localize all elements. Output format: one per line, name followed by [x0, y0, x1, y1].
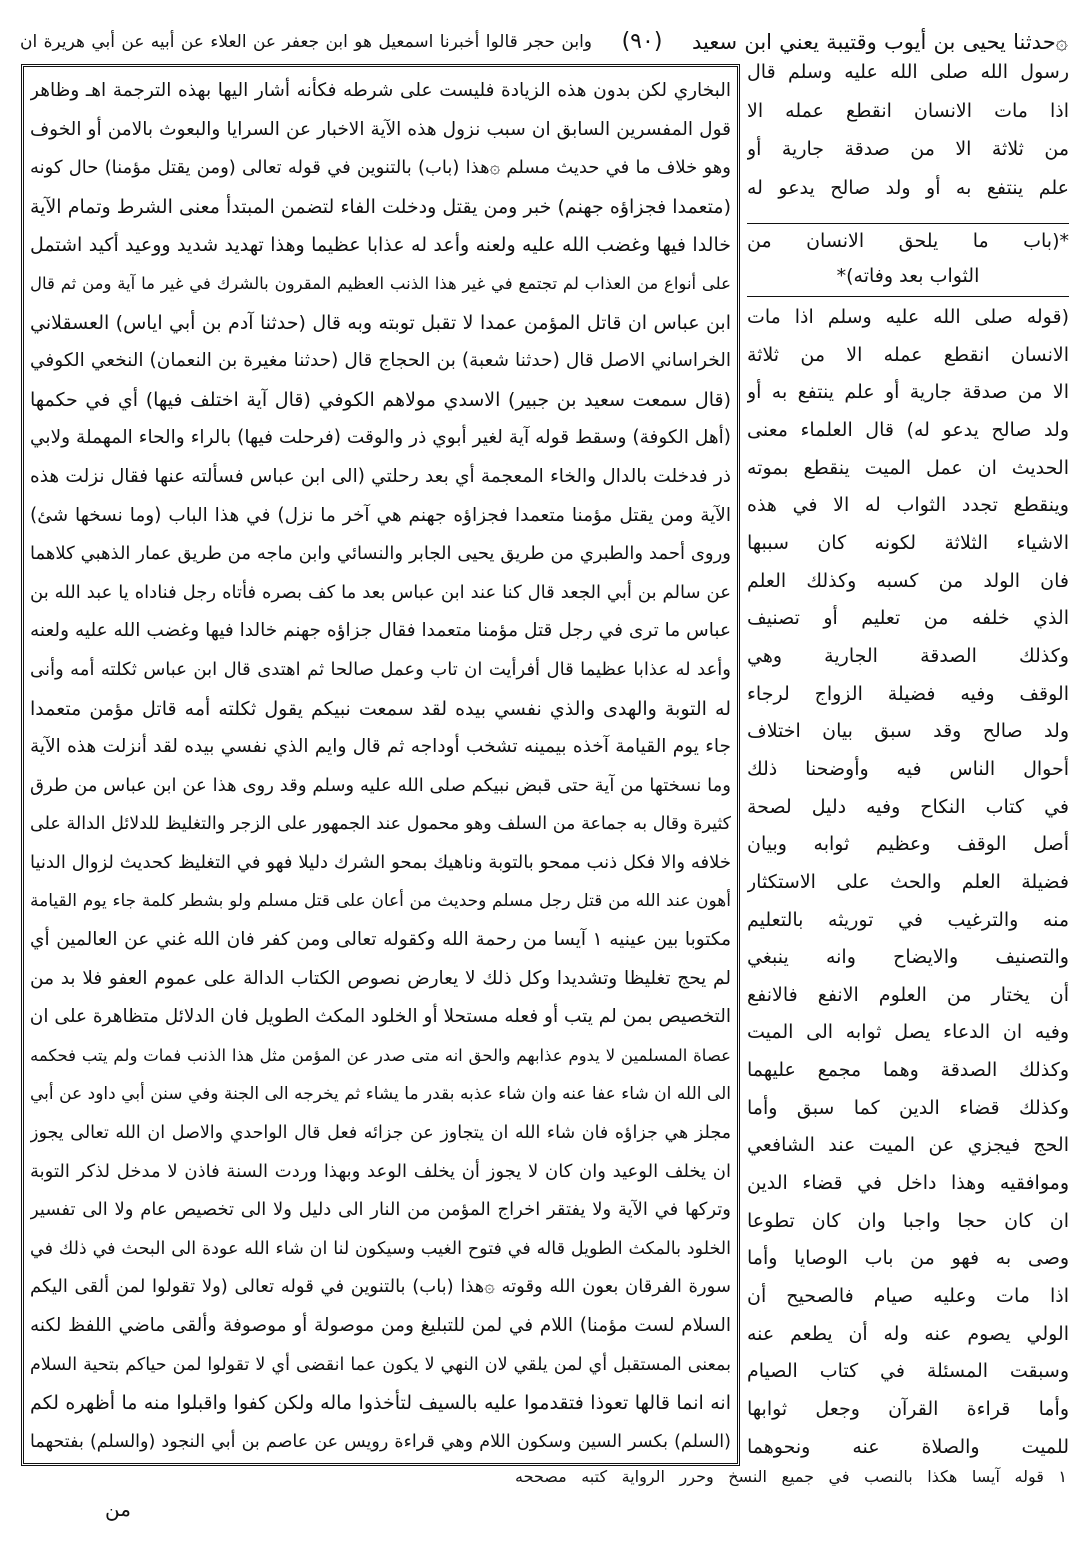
main-text-line: ذر فدخلت بالدال والخاء المعجمة أي بعد رحلتي (الى ابن عباس فسألته عنها فقال نزلت هذه	[30, 465, 731, 487]
main-text-line: (السلم) بكسر السين وسكون اللام وهي قراءة رويس عن عاصم بن أبي النجود (والسلم) بفتحهما	[30, 1431, 731, 1452]
commentary-line: وأما قراءة القرآن وجعل ثوابها	[747, 1398, 1069, 1421]
main-text-line: جاء يوم القيامة آخذه بيمينه تشخب أوداجه ثم قال وايم الذي نفسي بيده لقد أنزلت هذه الآية	[30, 736, 731, 758]
margin-commentary	[747, 299, 1069, 1466]
commentary-line: وموافقيه وهذا داخل في قضاء الدين	[747, 1172, 1069, 1195]
commentary-line: وينقطع تجدد الثواب له الا في هذه	[747, 494, 1069, 517]
margin-hadith-line: علم ينتفع به أو ولد صالح يدعو له	[747, 177, 1069, 200]
main-text-line: عصاة المسلمين لا يدوم عذابهم والحق انه متى صدر عن المؤمن مثل هذا الذنب فمات ولم يتب فحكمه	[30, 1045, 731, 1065]
footnote: ١ قوله آيسا هكذا بالنصب في جميع النسخ وحرر الرواية كتبه مصححه	[515, 1467, 1067, 1486]
commentary-line: الولي يصوم عنه وله أن يطعم عنه	[747, 1322, 1069, 1345]
main-text-line: قول المفسرين السابق ان سبب نزول هذه الآية الاخبار عن السرايا والبعوث بالامن أو الخوف	[30, 118, 731, 140]
commentary-line: الحج فيجزي عن الميت عند الشافعي	[747, 1134, 1069, 1157]
header-left-text: وابن حجر قالوا أخبرنا اسمعيل هو ابن جعفر عن العلاء عن أبيه عن أبي هريرة ان	[20, 32, 592, 52]
chapter-title-line: الثواب بعد وفاته)*	[836, 265, 980, 287]
chapter-title-line: *(باب ما يلحق الانسان من	[747, 230, 1069, 252]
commentary-line: الانسان انقطع عمله الا من ثلاثة	[747, 343, 1069, 366]
commentary-line: وفيه ان الدعاء يصل ثوابه الى الميت	[747, 1021, 1069, 1044]
main-text-line: الخلود بالمكث الطويل قاله في فتوح الغيب وسيكون لنا ان شاء الله عودة الى البحث في ذلك في	[30, 1238, 731, 1259]
main-text-line: البخاري لكن بدون هذه الزيادة فليست على شرطه فكأنه أشار اليها بهذه الترجمة اهـ وظاهر	[30, 80, 731, 101]
commentary-line: الاشياء الثلاثة لكونه كان سببها	[747, 531, 1069, 554]
margin-hadith-line: من ثلاثة الا من صدقة جارية أو	[747, 138, 1069, 161]
margin-hadith-text	[747, 53, 1069, 208]
commentary-line: وسبقت المسئلة في كتاب الصيام	[747, 1360, 1069, 1383]
main-text-line: وما نسختها من آية حتى قبض نبيكم صلى الله عليه وسلم وقد روى هذا عن ابن عباس من طرق	[30, 774, 731, 796]
commentary-line: ولد صالح وقد سبق بيان اختلاف	[747, 720, 1069, 743]
main-text-line: انه انما قالها تعوذا فتقدموا عليه بالسيف لتأخذوا ماله ولكن كفوا واقبلوا منه ما أظهره لكم	[30, 1392, 731, 1415]
commentary-line: والتصنيف والايضاح وانه ينبغي	[747, 946, 1069, 969]
commentary-line: أحوال الناس فيه وأوضحنا ذلك	[747, 757, 1069, 780]
main-text-line: مكتوبا بين عينيه ١ آيسا من رحمة الله وكقوله تعالى ومن كفر فان الله غني عن العالمين أي	[30, 929, 731, 951]
commentary-line: في كتاب النكاح وفيه دليل لصحة	[747, 795, 1069, 818]
main-commentary-box	[21, 64, 740, 1466]
main-text-line: السلام لست مؤمنا) اللام في لمن للتبليغ ومن موصولة أو موصوفة وألقى ماضي اللفظ لكنه	[30, 1315, 731, 1336]
commentary-line: الا من صدقة جارية أو علم ينتفع به أو	[747, 381, 1069, 404]
main-text-line: خلافه والا فكل ذنب ممحو بالتوبة وناهيك بمحو الشرك دليلا فهو في التغليظ كحديث لزوال الدنيا	[30, 851, 731, 873]
main-text-line: أهون عند الله من قتل رجل مسلم وحديث من أعان على قتل مسلم ولو بشطر كلمة جاء يوم القيامة	[30, 891, 731, 912]
main-text-line: (قال سمعت سعيد بن جبير) الاسدي مولاهم الكوفي (قال آية اختلف فيها) أي في حكمها	[30, 388, 731, 411]
main-text-line: عن سالم بن أبي الجعد قال كنا عند ابن عباس بعد ما كف بصره فأتاه رجل فناداه يا عبد الله بن	[30, 581, 731, 603]
commentary-line: للميت والصلاة عنه ونحوهما	[747, 1435, 1069, 1458]
commentary-line: أصل الوقف وعظيم ثوابه وبيان	[747, 833, 1069, 856]
main-text-line: خالدا فيها وغضب الله عليه ولعنه وأعد له عذابا عظيما وهذا تهديد شديد ووعيد أكيد اشتمل	[30, 234, 731, 257]
main-text-line: الخراساني الاصل قال (حدثنا شعبة) بن الحجاج قال (حدثنا مغيرة بن النعمان) النخعي الكوفي	[30, 350, 731, 372]
commentary-line: أن يختار من العلوم الانفع فالانفع	[747, 983, 1069, 1006]
main-text-line: (متعمدا فجزاؤه جهنم) خبر ومن يقتل ودخلت الفاء لتضمن المبتدأ معنى الشرط وتمام الآية	[30, 195, 731, 218]
page-number: (٩٠)	[621, 29, 663, 54]
main-text-line: لم يحج تغليظا وتشديدا وكل ذلك لا يعارض نصوص الكتاب الدالة على عموم العفو فلا بد من	[30, 967, 731, 989]
commentary-line: (قوله صلى الله عليه وسلم اذا مات	[747, 306, 1069, 328]
commentary-line: منه والترغيب في توريثه بالتعليم	[747, 908, 1069, 931]
main-text-line: وتركها في الآية ولا يفتقر اخراج المؤمن من النار الى دليل ولا الى تخصيص عام ولا الى تفسير	[30, 1199, 731, 1221]
commentary-line: ولد صالح يدعو له) قال العلماء معنى	[747, 418, 1069, 441]
margin-hadith-line: رسول الله صلى الله عليه وسلم قال	[747, 61, 1069, 83]
main-text-line: وهو خلاف ما في حديث مسلم ۞هذا (باب) بالتنوين في قوله تعالى (ومن يقتل مؤمنا) حال كونه	[30, 157, 731, 179]
main-text-line: وأعد له عذابا عظيما قال أفرأيت ان تاب وعمل صالحا ثم اهتدى قال ابن عباس ثكلته أمه وأنى	[30, 658, 731, 680]
commentary-line: الذي خلفه من تعليم أو تصنيف	[747, 607, 1069, 630]
main-text-line: عباس ما ترى في رجل قتل مؤمنا متعمدا فقال جزاؤه جهنم خالدا فيها وغضب الله عليه ولعنه	[30, 620, 731, 642]
commentary-line: وكذلك قضاء الدين كما سبق وأما	[747, 1096, 1069, 1119]
chapter-title-box	[747, 223, 1069, 297]
commentary-line: اذا مات وعليه صيام فالصحيح أن	[747, 1285, 1069, 1308]
commentary-line: وكذلك الصدقة الجارية وهي	[747, 644, 1069, 667]
main-text-line: الى الله ان شاء عفا عنه وان شاء عذبه بقدر ما يشاء ثم يخرجه الى الجنة وفي سنن أبي داود عن أبي	[30, 1084, 731, 1105]
commentary-line: وصى به فهو من باب الوصايا وأما	[747, 1247, 1069, 1270]
commentary-line: فضيلة العلم والحث على الاستكثار	[747, 870, 1069, 893]
main-text-line: التخصيص بمن لم يتب أو فعله مستحلا أو الخلود المكث الطويل فان الدلائل متظاهرة على ان	[30, 1006, 731, 1028]
commentary-line: فان الولد من كسبه وكذلك العلم	[747, 569, 1069, 592]
main-commentary-text	[30, 72, 731, 1461]
commentary-line: وكذلك الصدقة وهما مجمع عليهما	[747, 1059, 1069, 1082]
commentary-line: الحديث ان عمل الميت ينقطع بموته	[747, 456, 1069, 479]
main-text-line: (أهل الكوفة) وسقط قوله آية لغير أبوي ذر والوقت (فرحلت فيها) بالراء والحاء المهملة ولابي	[30, 427, 731, 449]
main-text-line: وروى أحمد والطبري من طريق يحيى الجابر والنسائي وابن ماجه من طريق عمار الذهبي كلاهما	[30, 543, 731, 565]
header-right-text: ۞حدثنا يحيى بن أيوب وقتيبة يعني ابن سعيد	[692, 30, 1068, 54]
catchword: من	[105, 1497, 131, 1521]
main-text-line: على أنواع من العذاب لم تجتمع في غير هذا الذنب العظيم المقرون بالشرك في غير ما آية ومن ثم قال	[30, 273, 731, 293]
main-text-line: بمعنى المستقبل أي لمن يلقي لان النهي لا يكون عما انقضى أي لا تقولوا لمن حياكم بتحية السلام	[30, 1354, 731, 1375]
main-text-line: كثيرة وقال به جماعة من السلف وهو محمول عند الجمهور على الزجر والتغليظ للدلائل الدالة على	[30, 814, 731, 835]
commentary-line: ان كان حجا واجبا وان كان تطوعا	[747, 1209, 1069, 1232]
main-text-line: سورة الفرقان بعون الله وقوته ۞هذا (باب) بالتنوين في قوله تعالى (ولا تقولوا لمن ألقى اليكم	[30, 1276, 731, 1298]
main-text-line: الآية ومن يقتل مؤمنا متعمدا فجزاؤه جهنم هي آخر ما نزل) في هذا الباب (وما نسخها شئ)	[30, 504, 731, 526]
commentary-line: الوقف وفيه فضيلة الزواج لرجاء	[747, 682, 1069, 705]
margin-column	[747, 53, 1069, 1473]
margin-hadith-line: اذا مات الانسان انقطع عمله الا	[747, 99, 1069, 122]
main-text-line: مجلز هي جزاؤه فان شاء الله ان يتجاوز عن جزائه فعل قال الواحدي والاصل ان الله تعالى يجوز	[30, 1123, 731, 1144]
main-text-line: له التوبة والهدى والذي نفسي بيده لقد سمعت نبيكم يقول ثكلته أمه قاتل مؤمن متعمدا	[30, 697, 731, 720]
main-text-line: ابن عباس ان قاتل المؤمن عمدا لا تقبل توبته وبه قال (حدثنا آدم بن أبي اياس) العسقلاني	[30, 311, 731, 334]
main-text-line: ان يخلف الوعيد وان كان لا يجوز أن يخلف الوعد وبهذا وردت السنة فاذن لا مدخل لذكر التوبة	[30, 1160, 731, 1182]
